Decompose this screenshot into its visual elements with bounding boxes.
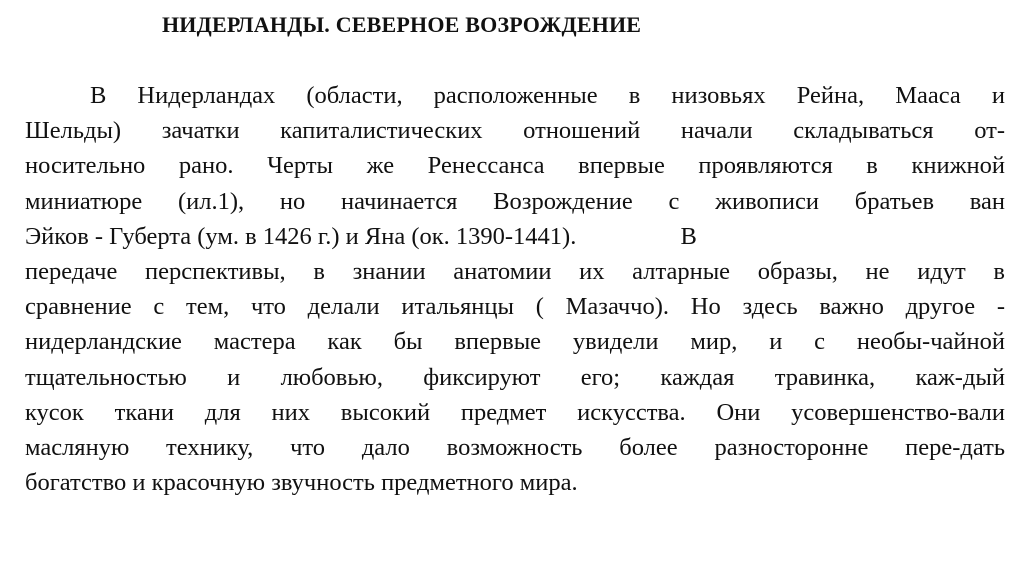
paragraph-line: Шельды) зачатки капиталистических отношений начали складываться от- (25, 117, 1005, 145)
slide-title: НИДЕРЛАНДЫ. СЕВЕРНОЕ ВОЗРОЖДЕНИЕ (162, 12, 642, 37)
paragraph-line: В Нидерландах (области, расположенные в низовьях Рейна, Мааса и (90, 82, 1005, 109)
paragraph-line: богатство и красочную звучность предметного мира. (25, 469, 578, 497)
paragraph-line: сравнение с тем, что делали итальянцы ( Мазаччо). Но здесь важно другое - (25, 293, 1005, 321)
paragraph-line: передаче перспективы, в знании анатомии их алтарные образы, не идут в (25, 257, 1005, 285)
paragraph-line: Эйков - Губерта (ум. в 1426 г.) и Яна (ок. 1390-1441). В (25, 222, 697, 250)
paragraph-line: тщательностью и любовью, фиксируют его; каждая травинка, каж-дый (25, 363, 1005, 391)
paragraph-line: нидерландские мастера как бы впервые увидели мир, и с необы-чайной (25, 328, 1005, 356)
paragraph-line: масляную технику, что дало возможность более разносторонне пере-дать (25, 433, 1005, 461)
paragraph-line: кусок ткани для них высокий предмет искусства. Они усовершенство-вали (25, 398, 1005, 426)
paragraph-line: носительно рано. Черты же Ренессанса впервые проявляются в книжной (25, 152, 1005, 180)
body-paragraph (25, 78, 1005, 500)
paragraph-line: миниатюре (ил.1), но начинается Возрождение с живописи братьев ван (25, 187, 1005, 215)
